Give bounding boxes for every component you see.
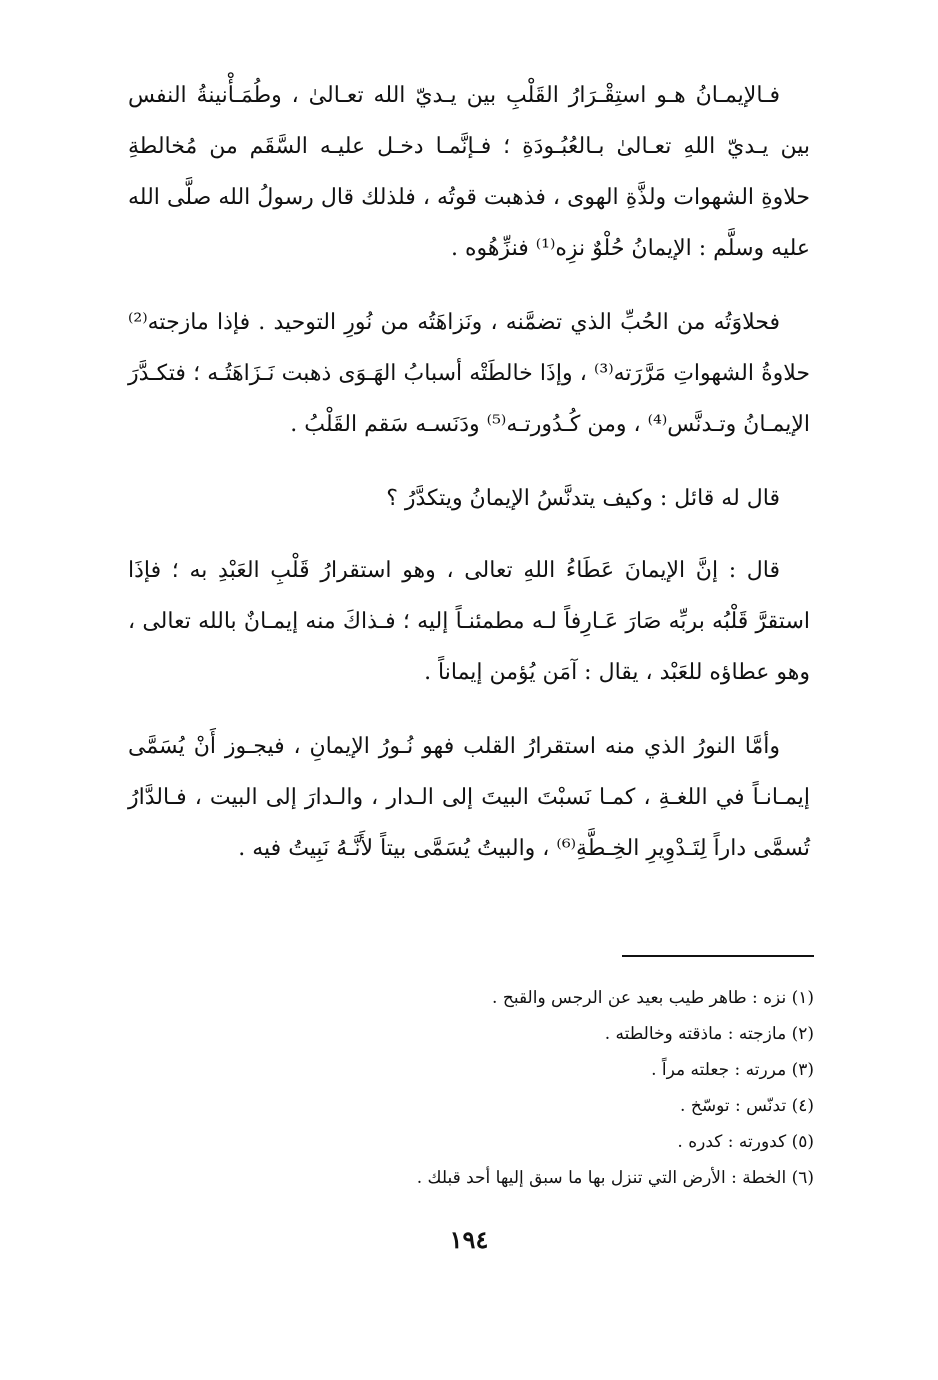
- footnote-4: (٤) تدنّس : توسّخ .: [680, 1096, 814, 1116]
- footnote-3: (٣) مررته : جعلته مراً .: [651, 1060, 814, 1080]
- paragraph-5: وأمَّا النورُ الذي منه استقرارُ القلب فهو نُـورُ الإيمانِ ، فيجـوز أَنْ يُسَمَّى إيمـانـاً في اللغـةِ ، كمـا نَسبْتَ البيتَ إلى الـدار ، والـدارَ إلى البيت ، فـالدَّارُ تُسمَّى داراً لِتَـدْوِيرِ الخِـطَّةِ⁽⁶⁾ ، والبيتُ يُسَمَّى بيتاً لأَنَّـهُ نَبِيتُ فيه .: [128, 734, 810, 861]
- paragraph-4: قال : إنَّ الإيمانَ عَطَاءُ اللهِ تعالى ، وهو استقرارُ قَلْبِ العَبْدِ به ؛ فإذَا استقرَّ قَلْبُه بربِّه صَارَ عَـارِفاً لـه مطمئنـاً إليه ؛ فـذاكَ منه إيمـانٌ بالله تعالى ، وهو عطاؤه للعَبْد ، يقال : آمَن يُؤمن إيماناً .: [128, 558, 810, 685]
- page-number: ١٩٤: [449, 1225, 489, 1254]
- footnote-separator: [622, 955, 814, 957]
- footnote-1: (١) نزه : طاهر طيب بعيد عن الرجس والقبح .: [492, 988, 814, 1008]
- footnote-5: (٥) كدورته : كدره .: [677, 1132, 814, 1152]
- footnote-2: (٢) مازجته : ماذقته وخالطته .: [604, 1024, 814, 1044]
- main-text: [128, 70, 810, 897]
- paragraph-2: فحلاوَتُه من الحُبِّ الذي تضمَّنه ، ونَزاهَتُه من نُورِ التوحيد . فإذا مازجته⁽²⁾ حلاوةُ الشهواتِ مَرَّرَته⁽³⁾ ، وإذَا خالطَتْه أسبابُ الهَـوَى ذهبت نَـزَاهَتُـه ؛ فتكـدَّرَ الإيمـانُ وتـدنَّس⁽⁴⁾ ، ومن كُـدُورتـه⁽⁵⁾ ودَنَسـه سَقم القَلْبُ .: [128, 310, 810, 437]
- footnote-6: (٦) الخطة : الأرض التي تنزل بها ما سبق إليها أحد قبلك .: [416, 1168, 814, 1188]
- paragraph-3: قال له قائل : وكيف يتدنَّسُ الإيمانُ ويتكدَّرُ ؟: [386, 486, 780, 511]
- paragraph-1: فـالإيمـانُ هـو استِقْـرَارُ القَلْبِ بين يـديّ الله تعـالىٰ ، وطُمَـأْنينةُ النفس بين يـديّ اللهِ تعـالىٰ بـالعُبُـودَةِ ؛ فـإنَّمـا دخـل عليـه السَّقَم من مُخالطةِ حلاوةِ الشهوات ولذَّةِ الهوى ، فذهبت قوتُه ، فلذلك قال رسولُ الله صلَّى الله عليه وسلَّم : الإيمانُ حُلْوٌ نزِه⁽¹⁾ فنزِّهُوه .: [128, 83, 810, 261]
- footnotes: [124, 980, 814, 1196]
